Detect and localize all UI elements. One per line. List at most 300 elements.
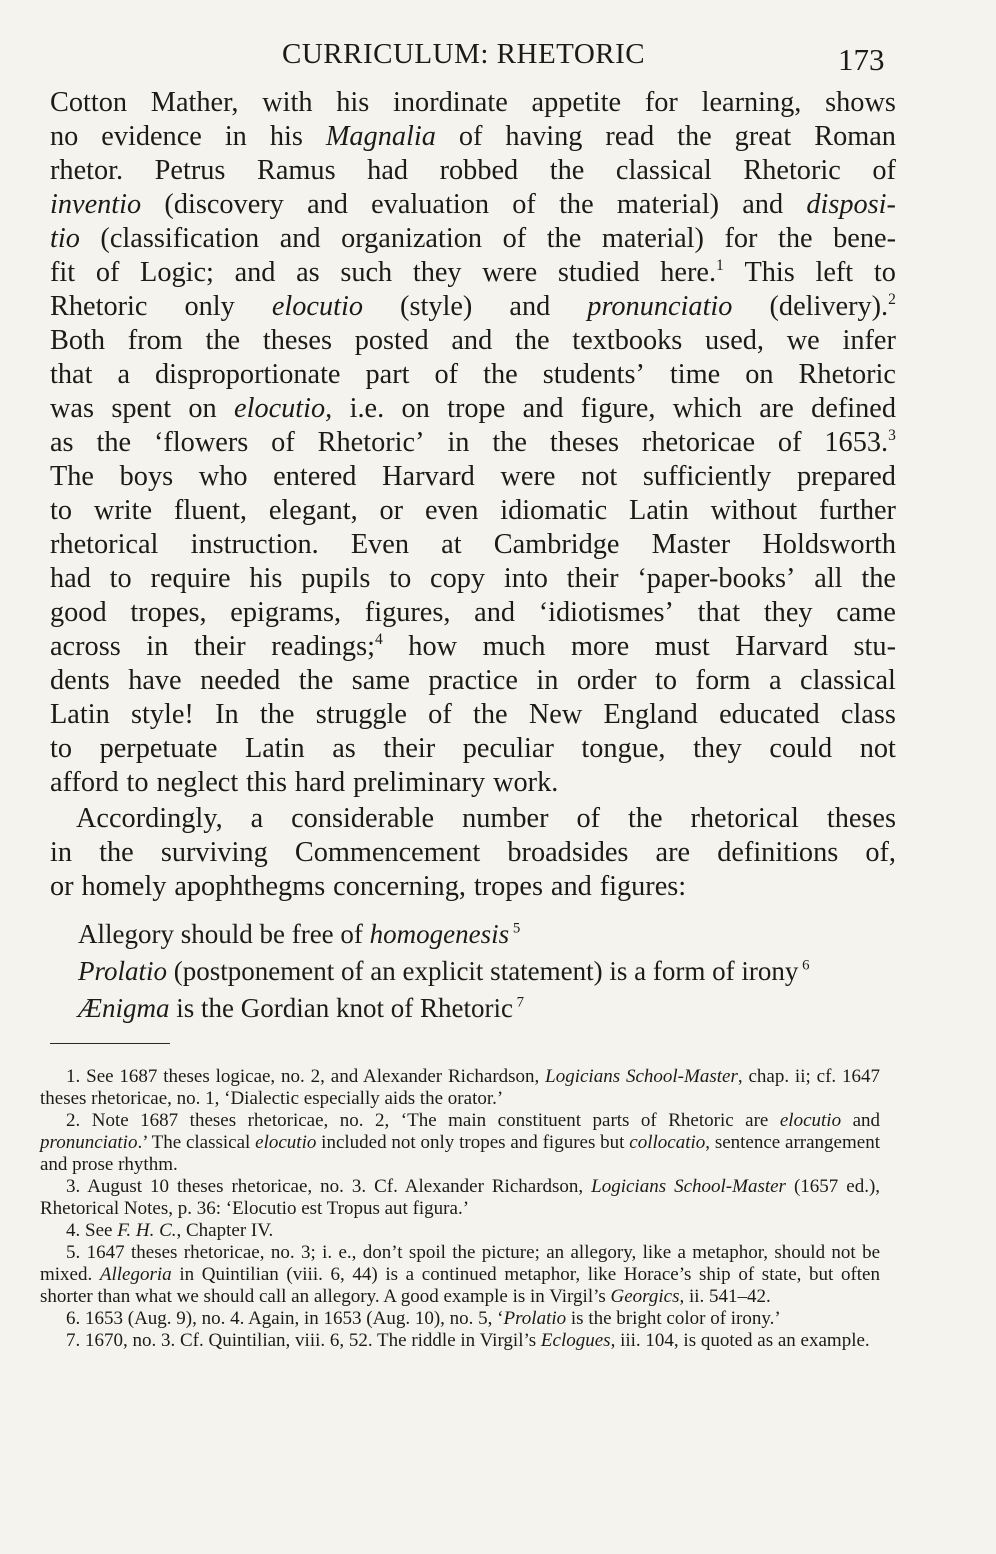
word: are <box>759 393 794 424</box>
word: pronunciatio <box>587 291 733 322</box>
word: and <box>451 325 493 356</box>
word: more <box>571 631 630 662</box>
footnote-mark: 2 <box>888 291 896 309</box>
word: instruction. <box>190 529 319 560</box>
word: of <box>95 257 120 288</box>
word: dents <box>50 665 110 696</box>
word: the <box>559 189 594 220</box>
text-line <box>50 188 896 222</box>
word: ‘paper-books’ <box>637 563 796 594</box>
word: needed <box>200 665 281 696</box>
word: classical <box>800 665 896 696</box>
word: only <box>184 291 235 322</box>
word: his <box>269 121 303 152</box>
word: they <box>693 733 742 764</box>
footnote-number: 6. <box>66 1308 85 1329</box>
word: came <box>836 597 896 628</box>
word: neglect <box>156 767 239 798</box>
word: and <box>474 597 516 628</box>
word: how <box>408 631 458 662</box>
word: educated <box>719 699 820 730</box>
word: Harvard <box>382 461 475 492</box>
footnote-text: Logicians School-Master <box>591 1176 786 1197</box>
footnote-text: , Chapter IV. <box>176 1220 274 1241</box>
word: in <box>50 837 73 868</box>
word: homely <box>81 871 167 902</box>
text-line <box>50 630 896 664</box>
word: of <box>502 223 527 254</box>
text-line <box>50 324 896 358</box>
footnote-rule <box>50 1043 170 1044</box>
text-line <box>50 154 896 188</box>
word: Mather, <box>150 87 239 118</box>
footnote-mark: 5 <box>509 920 521 937</box>
footnote-text: See 1687 theses logicae, no. 2, and Alexander Richardson, <box>86 1066 546 1087</box>
word: struggle <box>315 699 407 730</box>
word: elocutio <box>271 291 363 322</box>
word: idiomatic <box>500 495 608 526</box>
word: material) <box>616 189 719 220</box>
footnote-number: 5. <box>66 1242 87 1263</box>
word: Holdsworth <box>762 529 896 560</box>
footnote-text: , sentence arrangement and prose rhythm. <box>40 1132 880 1175</box>
footnote-mark: 7 <box>512 994 525 1011</box>
word: of <box>512 189 536 220</box>
word: not <box>859 733 896 764</box>
footnote-number: 3. <box>66 1176 88 1197</box>
word: Ramus <box>256 155 336 186</box>
word: the <box>205 325 241 356</box>
word: material) <box>601 223 704 254</box>
text-line <box>50 732 896 766</box>
word: ‘flowers <box>153 427 249 458</box>
footnote-text: See <box>85 1220 118 1241</box>
word: was <box>50 393 95 424</box>
word: time <box>669 359 721 390</box>
thesis-item: Allegory should be free of homogenesis $^5$ <box>78 919 521 949</box>
word: left <box>815 257 854 288</box>
word: had <box>367 155 409 186</box>
word: the <box>627 803 663 834</box>
text-line <box>50 222 896 256</box>
word: on <box>745 359 774 390</box>
text-line <box>50 460 896 494</box>
word: much <box>482 631 546 662</box>
text-line <box>50 562 896 596</box>
word: part <box>365 359 410 390</box>
footnote <box>40 1176 880 1220</box>
word: Even <box>350 529 410 560</box>
word: same <box>351 665 410 696</box>
word: elocutio, <box>234 393 333 424</box>
word: the <box>677 121 712 152</box>
word: Harvard <box>735 631 828 662</box>
word: this <box>246 767 287 798</box>
word: to <box>126 767 149 798</box>
word: great <box>734 121 792 152</box>
text-line <box>50 494 896 528</box>
word: for <box>644 87 678 118</box>
word: to <box>109 563 132 594</box>
word: preliminary <box>353 767 486 798</box>
word: spent <box>111 393 172 424</box>
word: of <box>777 427 802 458</box>
word: ‘idiotismes’ <box>538 597 674 628</box>
text-line <box>50 766 896 800</box>
word: and <box>742 189 784 220</box>
word: Cambridge <box>493 529 620 560</box>
word: boys <box>119 461 174 492</box>
word: sufficiently <box>642 461 772 492</box>
word: The <box>50 461 94 492</box>
footnote-text: F. H. C. <box>117 1220 177 1241</box>
word: and <box>307 189 348 220</box>
thesis-item: Ænigma is the Gordian knot of Rhetoric $^7$ <box>78 993 525 1023</box>
word: require <box>150 563 231 594</box>
word: the <box>514 325 550 356</box>
word: read <box>605 121 655 152</box>
footnotes <box>40 1066 880 1352</box>
footnote-mark: 4 <box>374 631 383 649</box>
footnote-number: 2. <box>66 1110 92 1131</box>
word: figure, <box>580 393 656 424</box>
word: and <box>550 871 592 902</box>
word: from <box>127 325 183 356</box>
word: theses <box>826 803 896 834</box>
word: as <box>296 257 320 288</box>
word: inordinate <box>393 87 508 118</box>
footnote-number: 4. <box>66 1220 85 1241</box>
word: rhetoricae <box>641 427 756 458</box>
footnote <box>40 1330 880 1352</box>
word: good <box>50 597 107 628</box>
text-line <box>50 86 896 120</box>
word: Latin <box>629 495 689 526</box>
word: the <box>298 665 334 696</box>
word: such <box>340 257 393 288</box>
footnote-mark: 6 <box>798 957 810 974</box>
word: have <box>128 665 182 696</box>
footnote <box>40 1066 880 1110</box>
word: in <box>447 427 470 458</box>
word: as <box>332 733 356 764</box>
word: (style) <box>400 291 473 322</box>
word: appetite <box>531 87 622 118</box>
word: of <box>434 359 459 390</box>
word: Both <box>50 325 106 356</box>
word: we <box>786 325 820 356</box>
word: peculiar <box>462 733 554 764</box>
text-line <box>50 802 896 836</box>
word: Latin <box>244 733 305 764</box>
footnote-text: Allegoria <box>99 1264 172 1285</box>
word: England <box>603 699 698 730</box>
word: learning, <box>701 87 802 118</box>
word: figures: <box>599 871 687 902</box>
word: his <box>336 87 370 118</box>
word: epigrams, <box>230 597 342 628</box>
word: fluent, <box>173 495 247 526</box>
word: were <box>482 257 538 288</box>
word: afford <box>50 767 119 798</box>
word: concerning, <box>333 871 466 902</box>
word: as <box>50 427 74 458</box>
word: rhetor. <box>50 155 124 186</box>
theses-list <box>78 916 810 1027</box>
word: considerable <box>291 803 435 834</box>
text-line <box>50 120 896 154</box>
word: or <box>379 495 404 526</box>
footnote-text: elocutio <box>255 1132 317 1153</box>
word: they <box>412 257 462 288</box>
word: the <box>778 223 813 254</box>
word: theses <box>262 325 332 356</box>
word: to <box>50 733 73 764</box>
text-line <box>50 596 896 630</box>
word: to <box>873 257 896 288</box>
word: in <box>224 121 247 152</box>
word: they <box>763 597 813 628</box>
word: which <box>672 393 742 424</box>
word: Magnalia <box>325 121 436 152</box>
footnote-text: Logicians School-Master <box>545 1066 738 1087</box>
word: practice <box>428 665 518 696</box>
word: the <box>483 359 518 390</box>
word: form <box>695 665 751 696</box>
word: surviving <box>160 837 268 868</box>
footnote-text: 1670, no. 3. Cf. Quintilian, viii. 6, 52. The riddle in Virgil’s <box>85 1330 541 1351</box>
word: all <box>814 563 843 594</box>
word: fit <box>50 257 76 288</box>
word: i.e. <box>349 393 385 424</box>
word: tongue, <box>581 733 666 764</box>
word: must <box>654 631 710 662</box>
footnote-text: in Quintilian (viii. 6, 44) is a continued metaphor, like Horace’s ship of state, but often shorter than what we should call an allegory. A good example is in Virgil’s <box>40 1264 880 1307</box>
word: that <box>697 597 741 628</box>
word: disproportionate <box>155 359 341 390</box>
footnote-text: 1653 (Aug. 9), no. 4. Again, in 1653 (Aug. 10), no. 5, ‘ <box>85 1308 504 1329</box>
footnote-text: collocatio <box>629 1132 706 1153</box>
word: definitions <box>717 837 839 868</box>
text-line <box>50 392 896 426</box>
word: work. <box>493 767 559 798</box>
word: write <box>93 495 153 526</box>
word: Rhetoric <box>50 291 148 322</box>
word: elegant, <box>268 495 358 526</box>
word: studied <box>557 257 640 288</box>
word: of <box>458 121 483 152</box>
word: copy <box>430 563 486 594</box>
word: order <box>576 665 637 696</box>
word: their <box>383 733 436 764</box>
word: figures, <box>364 597 451 628</box>
word: on <box>401 393 430 424</box>
word: prepared <box>796 461 896 492</box>
word: perpetuate <box>99 733 218 764</box>
word: theses <box>549 427 619 458</box>
word: Petrus <box>154 155 226 186</box>
word: infer <box>842 325 896 356</box>
word: of, <box>865 837 896 868</box>
word: posted <box>354 325 429 356</box>
word: the <box>549 155 585 186</box>
footnote <box>40 1110 880 1176</box>
footnote <box>40 1308 880 1330</box>
word: bene- <box>833 223 896 254</box>
footnote-text: 1647 theses rhetoricae, no. 3; i. e., don’t spoil the picture; an allegory, like a metaphor, should not be mixed. <box>40 1242 881 1285</box>
footnote-text: Georgics <box>610 1286 680 1307</box>
word: evaluation <box>371 189 490 220</box>
word: a <box>117 359 131 390</box>
thesis-item: Prolatio (postponement of an explicit statement) is a form of irony $^6$ <box>78 956 810 986</box>
word: hard <box>294 767 346 798</box>
word: their <box>193 631 246 662</box>
word: This <box>744 257 795 288</box>
word: who <box>198 461 248 492</box>
word: were <box>500 461 556 492</box>
word: to <box>50 495 73 526</box>
word: pupils <box>301 563 371 594</box>
word: are <box>655 837 691 868</box>
footnote-text: Note 1687 theses rhetoricae, no. 2, ‘The main constituent parts of Rhetoric are <box>91 1110 780 1131</box>
word: 1653.$^3$ <box>824 427 896 458</box>
word: Roman <box>814 121 896 152</box>
word: Latin <box>50 699 110 730</box>
word: Master <box>651 529 731 560</box>
word: and <box>522 393 564 424</box>
word: further <box>818 495 896 526</box>
word: in <box>146 631 169 662</box>
word: classical <box>615 155 712 186</box>
footnote-text: Prolatio <box>503 1308 567 1329</box>
word: and <box>234 257 276 288</box>
word: readings;$^4$ <box>271 631 383 662</box>
word: the <box>861 563 896 594</box>
body-text <box>50 86 896 904</box>
word: the <box>259 699 295 730</box>
word: tropes <box>473 871 543 902</box>
word: (discovery <box>164 189 284 220</box>
word: could <box>769 733 833 764</box>
footnote-text: August 10 theses rhetoricae, no. 3. Cf. Alexander Richardson, <box>87 1176 592 1197</box>
word: entered <box>273 461 357 492</box>
word: class <box>840 699 896 730</box>
text-line <box>50 528 896 562</box>
word: the <box>473 699 508 730</box>
word: In <box>215 699 239 730</box>
word: rhetorical <box>690 803 799 834</box>
footnote-mark: 3 <box>888 427 896 445</box>
word: inventio <box>50 189 142 220</box>
word: here.$^1$ <box>660 257 724 288</box>
footnote <box>40 1220 880 1242</box>
running-head: CURRICULUM: RHETORIC <box>282 38 646 70</box>
word: and <box>509 291 551 322</box>
word: that <box>50 359 93 390</box>
word: no <box>50 121 79 152</box>
thesis-term: homogenesis <box>369 919 510 949</box>
word: a <box>250 803 264 834</box>
word: on <box>188 393 217 424</box>
word: the <box>492 427 527 458</box>
word: number <box>462 803 549 834</box>
word: having <box>505 121 583 152</box>
text-line <box>50 290 896 324</box>
word: even <box>424 495 479 526</box>
word: rhetorical <box>50 529 159 560</box>
word: not <box>581 461 618 492</box>
text-line <box>50 664 896 698</box>
word: for <box>724 223 758 254</box>
text-line <box>50 698 896 732</box>
word: of <box>271 427 295 458</box>
word: shows <box>825 87 896 118</box>
footnote-text: , ii. 541–42. <box>679 1286 771 1307</box>
word: or <box>50 871 74 902</box>
footnote-text: pronunciatio <box>40 1132 138 1153</box>
word: of <box>872 155 896 186</box>
word: of <box>428 699 452 730</box>
word: trope <box>447 393 506 424</box>
word: the <box>546 223 582 254</box>
footnote-text: elocutio <box>779 1110 842 1131</box>
word: Rhetoric <box>743 155 841 186</box>
footnote-number: 7. <box>66 1330 85 1351</box>
word: the <box>99 837 134 868</box>
word: into <box>503 563 548 594</box>
word: Cotton <box>50 87 128 118</box>
text-line <box>50 836 896 870</box>
footnote-text: is the bright color of irony.’ <box>566 1308 781 1329</box>
footnote-text: (1657 ed.), Rhetorical Notes, p. 36: ‘Elocutio est Tropus aut figura.’ <box>40 1176 881 1219</box>
footnote <box>40 1242 880 1308</box>
word: Rhetoric’ <box>317 427 425 458</box>
word: New <box>528 699 583 730</box>
text-line <box>50 870 896 904</box>
page-header <box>0 34 996 77</box>
footnote-text: and <box>841 1110 881 1131</box>
text-line <box>50 256 896 290</box>
word: Commencement <box>294 837 481 868</box>
word: of <box>576 803 601 834</box>
word: organization <box>341 223 483 254</box>
word: and <box>279 223 321 254</box>
word: had <box>50 563 91 594</box>
page-number: 173 <box>838 42 885 77</box>
word: to <box>389 563 412 594</box>
word: defined <box>811 393 896 424</box>
word: Accordingly, <box>76 803 223 834</box>
word: evidence <box>101 121 202 152</box>
word: his <box>249 563 283 594</box>
word: robbed <box>439 155 519 186</box>
word: (delivery).$^2$ <box>769 291 896 322</box>
word: Logic; <box>140 257 214 288</box>
footnote-text: Eclogues <box>540 1330 611 1351</box>
word: tropes, <box>130 597 207 628</box>
word: the <box>96 427 132 458</box>
word: tio <box>50 223 80 254</box>
text-line <box>50 426 896 460</box>
word: across <box>50 631 121 662</box>
footnote-mark: 1 <box>716 257 724 275</box>
word: without <box>710 495 798 526</box>
thesis-term: Ænigma <box>78 993 170 1023</box>
word: at <box>441 529 462 560</box>
thesis-term: Prolatio <box>78 956 168 986</box>
footnote-text: , chap. ii; cf. 1647 theses rhetoricae, no. 1, ‘Dialectic especially aids the orator.’ <box>40 1066 881 1109</box>
word: used, <box>705 325 764 356</box>
